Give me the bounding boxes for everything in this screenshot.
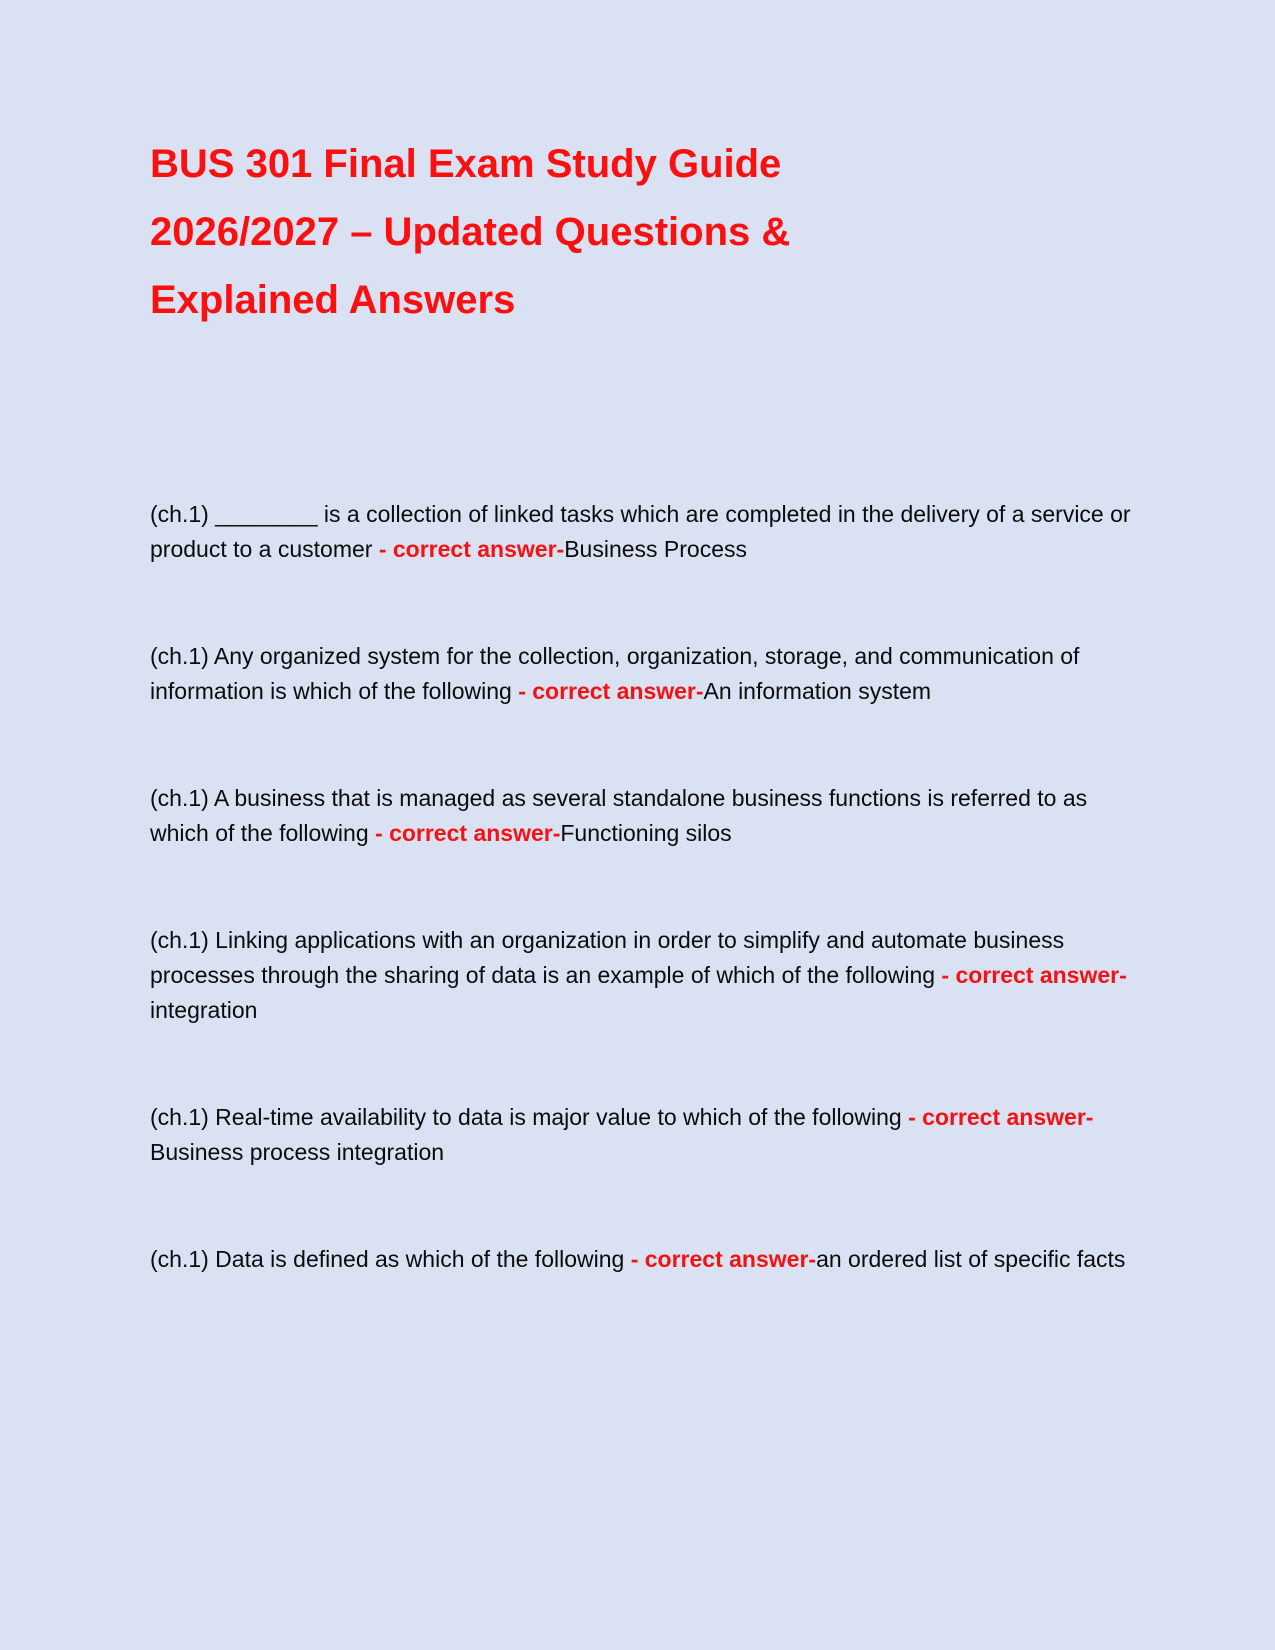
answer-text: integration <box>150 997 258 1023</box>
page-title-line-2: 2026/2027 – Updated Questions & <box>150 210 791 254</box>
correct-answer-marker: - correct answer- <box>375 820 561 846</box>
correct-answer-marker: - correct answer- <box>518 678 704 704</box>
qa-section <box>150 497 1135 1277</box>
answer-text: Functioning silos <box>560 820 732 846</box>
answer-text: Business Process <box>564 536 748 562</box>
answer-text: Business process integration <box>150 1139 445 1165</box>
correct-answer-marker: - correct answer- <box>378 536 565 562</box>
page-title <box>150 130 1135 334</box>
question-text: (ch.1) Real-time availability to data is major value to which of the following <box>150 1104 909 1130</box>
answer-text: An information system <box>703 678 932 704</box>
qa-item <box>150 639 1135 709</box>
page-title-line-3: Explained Answers <box>150 278 516 322</box>
question-text: (ch.1) ________ is a collection of linked tasks which are completed in the delivery of a service or product to a customer <box>150 501 1131 562</box>
correct-answer-marker: - correct answer- <box>630 1246 817 1272</box>
answer-text: an ordered list of specific facts <box>816 1246 1126 1272</box>
qa-item <box>150 1100 1135 1170</box>
question-text: (ch.1) Data is defined as which of the following <box>150 1246 631 1272</box>
question-text: (ch.1) Linking applications with an organization in order to simplify and automate business processes through the sharing of data is an example of which of the following <box>150 927 1065 988</box>
qa-item <box>150 1242 1135 1277</box>
qa-item <box>150 923 1135 1028</box>
qa-item <box>150 781 1135 851</box>
page-title-line-1: BUS 301 Final Exam Study Guide <box>150 142 782 186</box>
question-text: (ch.1) Any organized system for the collection, organization, storage, and communication of information is which of the following <box>150 643 1080 704</box>
correct-answer-marker: - correct answer- <box>941 962 1127 988</box>
correct-answer-marker: - correct answer- <box>908 1104 1094 1130</box>
question-text: (ch.1) A business that is managed as several standalone business functions is referred to as which of the following <box>150 785 1088 846</box>
qa-item <box>150 497 1135 567</box>
